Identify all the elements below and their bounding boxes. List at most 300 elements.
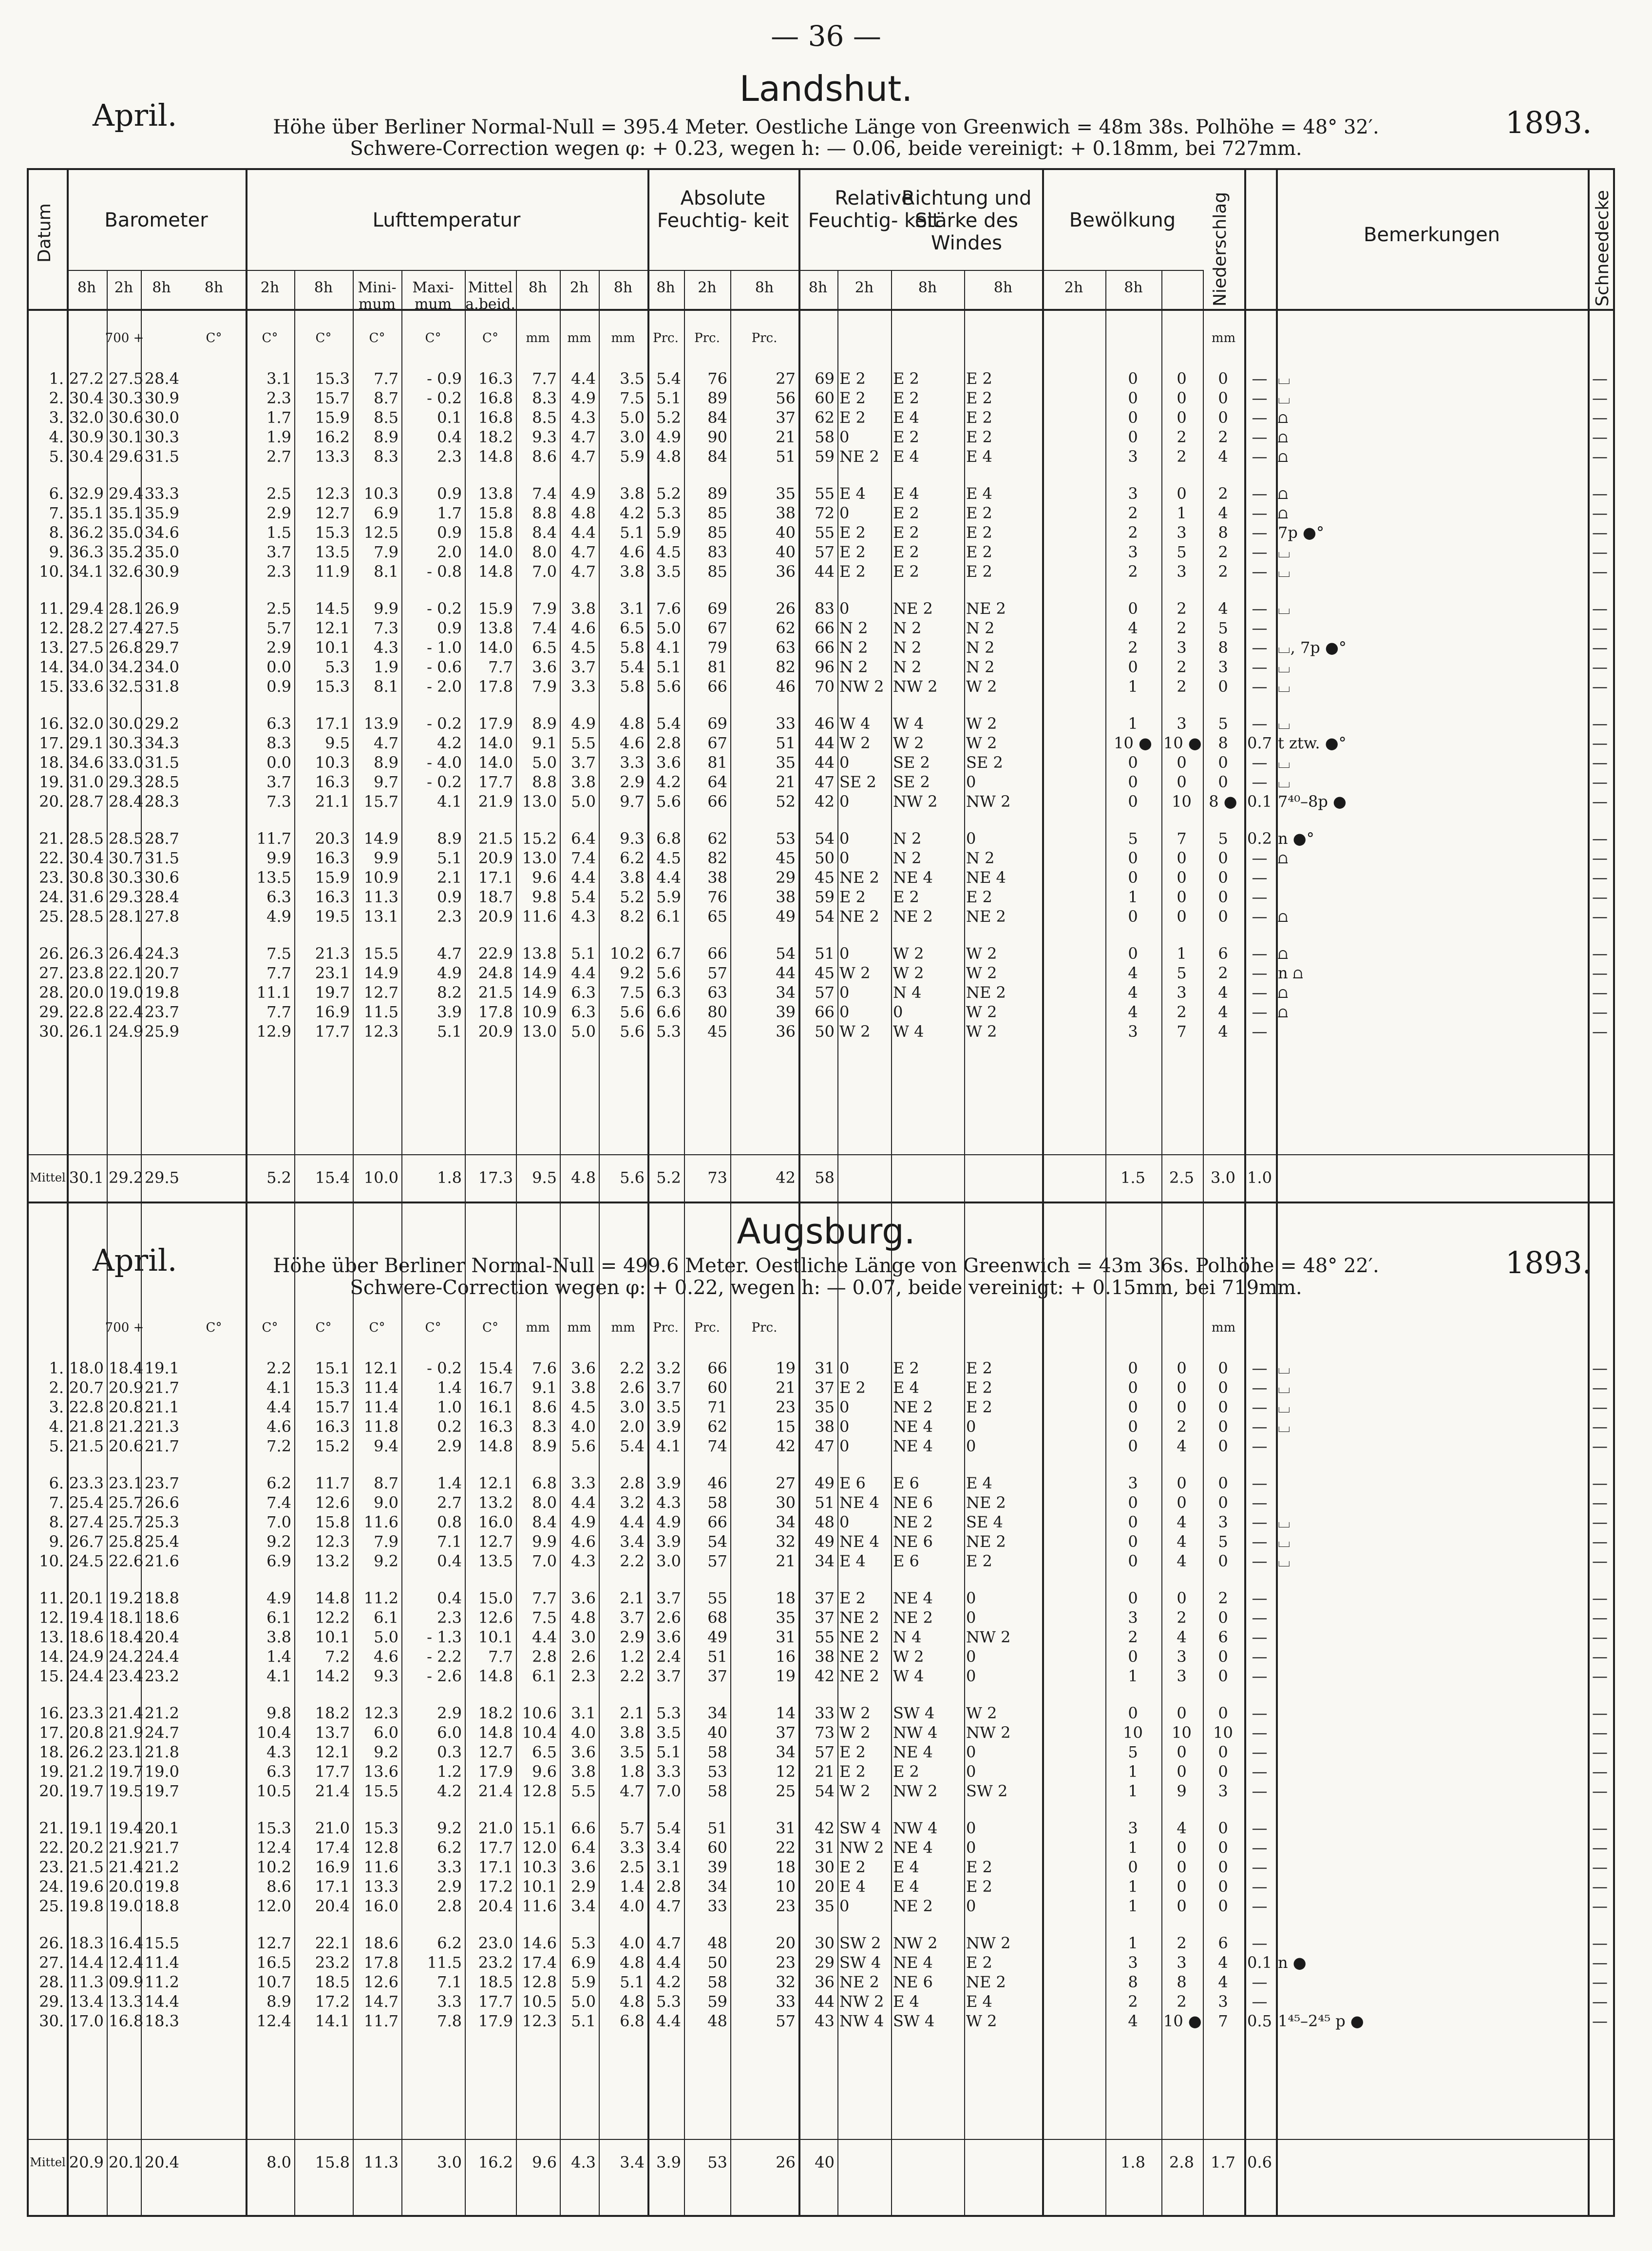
data-cell: 9.0 [374, 1493, 399, 1512]
data-cell: 11.5 [363, 1003, 399, 1021]
data-cell: NE 2 [966, 599, 1006, 618]
data-cell: 1.8 [620, 1762, 645, 1781]
data-cell: 3.8 [571, 1762, 596, 1781]
data-cell: — [1252, 1992, 1268, 2011]
data-cell: 48 [707, 2012, 727, 2030]
data-cell: 3 [1177, 523, 1187, 542]
day-number: 7. [49, 1493, 64, 1512]
data-cell: 14.2 [315, 1667, 350, 1685]
data-cell: 20.9 [478, 849, 513, 867]
data-cell: 4 [1128, 619, 1138, 637]
data-cell: 3.1 [266, 369, 291, 388]
data-cell: 9.1 [532, 1378, 557, 1397]
data-cell: 5.1 [620, 523, 645, 542]
data-cell: 5.1 [437, 1022, 462, 1041]
data-cell: 8.9 [437, 829, 462, 848]
day-number: 20. [39, 792, 64, 811]
data-cell: 8.9 [374, 753, 399, 772]
data-cell: — [1592, 1762, 1608, 1781]
data-cell: 5.1 [571, 944, 596, 963]
data-cell: 15 [776, 1417, 796, 1436]
mean-cell: 9.5 [532, 1168, 557, 1187]
data-cell: 9.2 [374, 1743, 399, 1761]
data-cell: 21.2 [109, 1417, 144, 1436]
data-cell: E 2 [966, 369, 992, 388]
data-cell: 2 [1218, 543, 1228, 561]
day-number: 4. [49, 1417, 64, 1436]
data-cell: 33 [707, 1897, 727, 1915]
data-cell: 3.1 [656, 1858, 681, 1876]
unit-label: 700 + [105, 331, 144, 345]
data-cell: 0 [839, 829, 850, 848]
data-cell: 14.8 [478, 1667, 513, 1685]
header-sub-6: Mini- mum [358, 279, 397, 313]
data-cell: 34.6 [144, 523, 179, 542]
data-cell: 34 [776, 1513, 796, 1531]
data-cell: 37 [776, 1723, 796, 1742]
data-cell: 7 [1177, 1022, 1187, 1041]
data-cell: — [1592, 1704, 1608, 1722]
data-cell: 30 [815, 1858, 835, 1876]
data-cell: 5.4 [571, 888, 596, 906]
data-cell: — [1252, 714, 1268, 733]
data-cell: 4.9 [571, 1513, 596, 1531]
data-cell: 30.9 [69, 428, 104, 446]
header-barometer: Barometer [104, 209, 208, 231]
data-cell: 4.4 [571, 369, 596, 388]
data-cell: N 2 [839, 638, 868, 657]
data-cell: 18.0 [69, 1359, 104, 1377]
data-cell: 76 [707, 369, 727, 388]
data-cell: 39 [776, 1003, 796, 1021]
data-cell: 14.6 [522, 1934, 557, 1952]
data-cell: 3.6 [571, 1743, 596, 1761]
data-cell: NE 4 [893, 1953, 933, 1972]
data-cell: 18.3 [69, 1934, 104, 1952]
data-cell: 4.5 [571, 638, 596, 657]
data-cell: - 0.2 [427, 599, 462, 618]
data-cell: — [1592, 868, 1608, 887]
day-number: 11. [39, 599, 64, 618]
data-cell: 2.9 [571, 1877, 596, 1896]
data-cell: 31 [776, 1628, 796, 1646]
data-cell: 0 [966, 1417, 976, 1436]
data-cell: — [1252, 964, 1268, 982]
data-cell: 1 [1128, 1934, 1138, 1952]
data-cell: NE 2 [839, 1628, 879, 1646]
data-cell: 5.3 [325, 658, 350, 676]
data-cell: 0 [966, 1819, 976, 1837]
data-cell: E 2 [966, 408, 992, 427]
data-cell: — [1252, 1877, 1268, 1896]
data-cell: 0 [1177, 849, 1187, 867]
day-number: 27. [39, 1953, 64, 1972]
data-cell: 16.5 [256, 1953, 291, 1972]
data-cell: — [1252, 543, 1268, 561]
column-rule [560, 1203, 561, 2217]
data-cell: 51 [707, 1647, 727, 1666]
data-cell: 27.5 [109, 369, 144, 388]
data-cell: 0 [1128, 1398, 1138, 1416]
data-cell: 2.5 [620, 1858, 645, 1876]
data-cell: 5.0 [374, 1628, 399, 1646]
data-cell: - 1.3 [427, 1628, 462, 1646]
data-cell: E 2 [893, 543, 919, 561]
data-cell: 13.9 [363, 714, 399, 733]
day-number: 18. [39, 753, 64, 772]
data-cell: 0 [966, 1897, 976, 1915]
data-cell: 28.7 [69, 792, 104, 811]
data-cell: 16.3 [315, 888, 350, 906]
data-cell: NW 2 [839, 677, 884, 696]
data-cell: 21.5 [69, 1858, 104, 1876]
data-cell: 20 [815, 1877, 835, 1896]
data-cell: 8.8 [532, 773, 557, 791]
mean-label: Mittel [30, 2156, 66, 2169]
data-cell: 21.7 [144, 1838, 179, 1857]
data-cell: 2.8 [532, 1647, 557, 1666]
data-cell: 4 [1218, 983, 1228, 1002]
data-cell: 30 [776, 1493, 796, 1512]
data-cell: — [1592, 1003, 1608, 1021]
data-cell: SE 2 [893, 773, 930, 791]
data-cell: 13.8 [522, 944, 557, 963]
data-cell: 30.7 [109, 849, 144, 867]
data-cell: 6.4 [571, 1838, 596, 1857]
data-cell: 16.1 [478, 1398, 513, 1416]
day-number: 12. [39, 1608, 64, 1627]
year-label: 1893. [1505, 105, 1592, 140]
data-cell: 3.8 [571, 773, 596, 791]
data-cell: 20.8 [109, 1398, 144, 1416]
data-cell: — [1252, 1003, 1268, 1021]
data-cell: 9.2 [437, 1819, 462, 1837]
mean-cell: 0.6 [1247, 2153, 1272, 2172]
data-cell: 17.1 [478, 868, 513, 887]
data-cell: 7.1 [437, 1973, 462, 1991]
data-cell: 7.0 [532, 1552, 557, 1570]
data-cell: NW 2 [893, 677, 938, 696]
augsburg-table [27, 1203, 1615, 2217]
data-cell: 2 [1218, 1589, 1228, 1607]
data-cell: 21.4 [109, 1858, 144, 1876]
data-cell: 13.7 [315, 1723, 350, 1742]
data-cell: 4.7 [571, 428, 596, 446]
data-cell: 2.3 [437, 907, 462, 926]
data-cell: 19.8 [144, 983, 179, 1002]
data-cell: 0 [1218, 1877, 1228, 1896]
data-cell: 17.8 [363, 1953, 399, 1972]
data-cell: 22.8 [69, 1398, 104, 1416]
data-cell: 12.1 [315, 619, 350, 637]
data-cell: 24.2 [109, 1647, 144, 1666]
data-cell: 6.9 [374, 504, 399, 522]
data-cell: E 2 [893, 389, 919, 407]
data-cell: 0.1 [437, 408, 462, 427]
day-number: 17. [39, 734, 64, 752]
data-cell: 2 [1128, 1628, 1138, 1646]
data-cell: 0 [1177, 888, 1187, 906]
data-cell: — [1252, 773, 1268, 791]
data-cell: 5.6 [571, 1437, 596, 1455]
data-cell: — [1592, 1417, 1608, 1436]
data-cell: 4 [1177, 1819, 1187, 1837]
data-cell: 37 [815, 1608, 835, 1627]
data-cell: 48 [815, 1513, 835, 1531]
data-cell: 14.9 [363, 964, 399, 982]
data-cell: 21.7 [144, 1437, 179, 1455]
data-cell: 55 [815, 523, 835, 542]
data-cell: 28.2 [69, 619, 104, 637]
data-cell: 17.8 [478, 1003, 513, 1021]
data-cell: 66 [707, 1513, 727, 1531]
data-cell: W 2 [893, 944, 924, 963]
data-cell: 11.7 [315, 1474, 350, 1492]
data-cell: 57 [815, 1743, 835, 1761]
column-rule [1161, 270, 1162, 1205]
data-cell: N 2 [839, 658, 868, 676]
header-sub-18: 8h [993, 279, 1013, 296]
data-cell: 2.9 [437, 1437, 462, 1455]
header-wind: Richtung und Stärke des Windes [901, 187, 1032, 254]
data-cell: 0 [839, 1003, 850, 1021]
data-cell: N 2 [966, 638, 995, 657]
data-cell: — [1592, 428, 1608, 446]
data-cell: — [1592, 1359, 1608, 1377]
data-cell: 4.6 [571, 1532, 596, 1551]
data-cell: 1 [1128, 677, 1138, 696]
day-number: 25. [39, 907, 64, 926]
data-cell: 12.7 [256, 1934, 291, 1952]
mean-cell: 2.8 [1169, 2153, 1194, 2172]
data-cell: 4.7 [437, 944, 462, 963]
data-cell: 4.0 [620, 1934, 645, 1952]
data-cell: NW 2 [966, 1723, 1011, 1742]
data-cell: 42 [815, 1819, 835, 1837]
data-cell: 26 [776, 599, 796, 618]
column-rule [1276, 1203, 1278, 2217]
data-cell: 4.1 [656, 638, 681, 657]
data-cell: 7.9 [532, 599, 557, 618]
data-cell: 18.6 [144, 1608, 179, 1627]
data-cell: 0 [1128, 389, 1138, 407]
data-cell: 22 [776, 1838, 796, 1857]
data-cell: 16.0 [478, 1513, 513, 1531]
data-cell: 2.4 [656, 1647, 681, 1666]
data-cell: 0.7 [1247, 734, 1272, 752]
data-cell: 8.2 [437, 983, 462, 1002]
data-cell: E 4 [893, 484, 919, 503]
data-cell: 3.4 [656, 1838, 681, 1857]
column-rule [294, 1203, 295, 2217]
unit-label: C° [482, 331, 498, 345]
data-cell: 35.1 [69, 504, 104, 522]
data-cell: — [1592, 677, 1608, 696]
data-cell: 7.5 [620, 983, 645, 1002]
data-cell: W 2 [839, 964, 871, 982]
data-cell: 3.2 [620, 1493, 645, 1512]
data-cell: 16.3 [315, 1417, 350, 1436]
day-number: 22. [39, 1838, 64, 1857]
data-cell: 29 [815, 1953, 835, 1972]
data-cell: 35.1 [109, 504, 144, 522]
data-cell: 12.3 [522, 2012, 557, 2030]
data-cell: 33.0 [109, 753, 144, 772]
data-cell: — [1592, 1992, 1608, 2011]
data-cell: 0 [1177, 1897, 1187, 1915]
data-cell: 12.6 [315, 1493, 350, 1512]
data-cell: 4.7 [656, 1934, 681, 1952]
data-cell: 32.5 [109, 677, 144, 696]
day-number: 21. [39, 1819, 64, 1837]
data-cell: E 2 [893, 888, 919, 906]
remark: ⌴ [1278, 1378, 1291, 1397]
data-cell: 3.8 [571, 599, 596, 618]
data-cell: 09.9 [109, 1973, 144, 1991]
day-number: 11. [39, 1589, 64, 1607]
data-cell: 7.7 [374, 369, 399, 388]
data-cell: 3.3 [437, 1858, 462, 1876]
data-cell: 35.0 [144, 543, 179, 561]
data-cell: 15.3 [315, 1378, 350, 1397]
data-cell: 49 [776, 907, 796, 926]
data-cell: 27 [776, 369, 796, 388]
data-cell: 19.4 [109, 1819, 144, 1837]
data-cell: 29.4 [69, 599, 104, 618]
day-number: 19. [39, 773, 64, 791]
data-cell: 11.1 [256, 983, 291, 1002]
data-cell: 4 [1218, 1953, 1228, 1972]
unit-label: C° [206, 1320, 222, 1335]
data-cell: 1 [1177, 504, 1187, 522]
data-cell: NE 4 [893, 1743, 933, 1761]
data-cell: 4.4 [656, 1953, 681, 1972]
data-cell: 62 [815, 408, 835, 427]
data-cell: 0 [1177, 1704, 1187, 1722]
data-cell: 42 [776, 1437, 796, 1455]
data-cell: 20.0 [69, 983, 104, 1002]
data-cell: 54 [776, 944, 796, 963]
data-cell: 5 [1218, 619, 1228, 637]
data-cell: 1.4 [620, 1877, 645, 1896]
data-cell: 20.9 [478, 1022, 513, 1041]
data-cell: 18.4 [109, 1359, 144, 1377]
data-cell: 7.4 [532, 619, 557, 637]
data-cell: 2 [1177, 677, 1187, 696]
data-cell: 13.5 [478, 1552, 513, 1570]
data-cell: 8.9 [532, 1437, 557, 1455]
header-sub-17: 8h [918, 279, 937, 296]
data-cell: 35 [776, 1608, 796, 1627]
data-cell: - 1.0 [427, 638, 462, 657]
data-cell: 34.2 [109, 658, 144, 676]
mean-cell: 1.0 [1247, 1168, 1272, 1187]
data-cell: 22.1 [315, 1934, 350, 1952]
data-cell: 33.3 [144, 484, 179, 503]
data-cell: E 2 [966, 562, 992, 581]
data-cell: 3 [1177, 638, 1187, 657]
data-cell: 0 [1177, 868, 1187, 887]
data-cell: 3.0 [620, 1398, 645, 1416]
data-cell: 4.0 [571, 1417, 596, 1436]
data-cell: 10.4 [256, 1723, 291, 1742]
data-cell: 5.0 [571, 1022, 596, 1041]
data-cell: 4.1 [266, 1378, 291, 1397]
data-cell: 9.9 [532, 1532, 557, 1551]
data-cell: 4.4 [571, 868, 596, 887]
data-cell: — [1252, 753, 1268, 772]
data-cell: 12.6 [363, 1973, 399, 1991]
data-cell: E 4 [893, 1378, 919, 1397]
data-cell: 29.2 [144, 714, 179, 733]
data-cell: 0 [1177, 1743, 1187, 1761]
remark: ⩍ [1278, 484, 1288, 503]
data-cell: 19.1 [69, 1819, 104, 1837]
header-sub-15: 8h [808, 279, 828, 296]
data-cell: — [1252, 619, 1268, 637]
data-cell: 3.8 [266, 1628, 291, 1646]
data-cell: 16.9 [315, 1003, 350, 1021]
data-cell: 15.7 [315, 389, 350, 407]
data-cell: 2 [1218, 964, 1228, 982]
data-cell: 7.5 [532, 1608, 557, 1627]
data-cell: 2 [1177, 619, 1187, 637]
data-cell: - 2.2 [427, 1647, 462, 1666]
data-cell: 37 [776, 408, 796, 427]
data-cell: 6.1 [656, 907, 681, 926]
data-cell: 1.7 [437, 504, 462, 522]
data-cell: 0 [1218, 1493, 1228, 1512]
data-cell: 4.9 [571, 389, 596, 407]
data-cell: 5.4 [656, 369, 681, 388]
data-cell: 4.1 [656, 1437, 681, 1455]
data-cell: 8.9 [532, 714, 557, 733]
data-cell: — [1592, 1589, 1608, 1607]
data-cell: 4.6 [571, 619, 596, 637]
data-cell: 21.5 [478, 829, 513, 848]
data-cell: 0 [1218, 677, 1228, 696]
day-number: 9. [49, 543, 64, 561]
data-cell: 0 [1177, 408, 1187, 427]
data-cell: 13.0 [522, 1022, 557, 1041]
data-cell: 23.8 [69, 964, 104, 982]
data-cell: — [1252, 907, 1268, 926]
column-rule [964, 270, 965, 1205]
data-cell: 20.2 [69, 1838, 104, 1857]
data-cell: 10 ● [1114, 734, 1152, 752]
data-cell: W 2 [893, 1647, 924, 1666]
data-cell: — [1592, 1743, 1608, 1761]
data-cell: - 2.6 [427, 1667, 462, 1685]
data-cell: 13.2 [478, 1493, 513, 1512]
data-cell: 67 [707, 734, 727, 752]
data-cell: NE 2 [893, 907, 933, 926]
data-cell: 14.5 [315, 599, 350, 618]
data-cell: — [1252, 1897, 1268, 1915]
unit-label: Prc. [694, 331, 720, 345]
data-cell: — [1252, 389, 1268, 407]
data-cell: 30.4 [69, 849, 104, 867]
data-cell: — [1592, 1628, 1608, 1646]
data-cell: 38 [815, 1417, 835, 1436]
data-cell: 10.5 [522, 1992, 557, 2011]
mean-cell: 9.6 [532, 2153, 557, 2172]
mean-label: Mittel [30, 1171, 66, 1184]
header-sub-11: 8h [613, 279, 633, 296]
data-cell: 2 [1177, 447, 1187, 466]
data-cell: 0.9 [437, 484, 462, 503]
column-rule [1105, 270, 1106, 1205]
